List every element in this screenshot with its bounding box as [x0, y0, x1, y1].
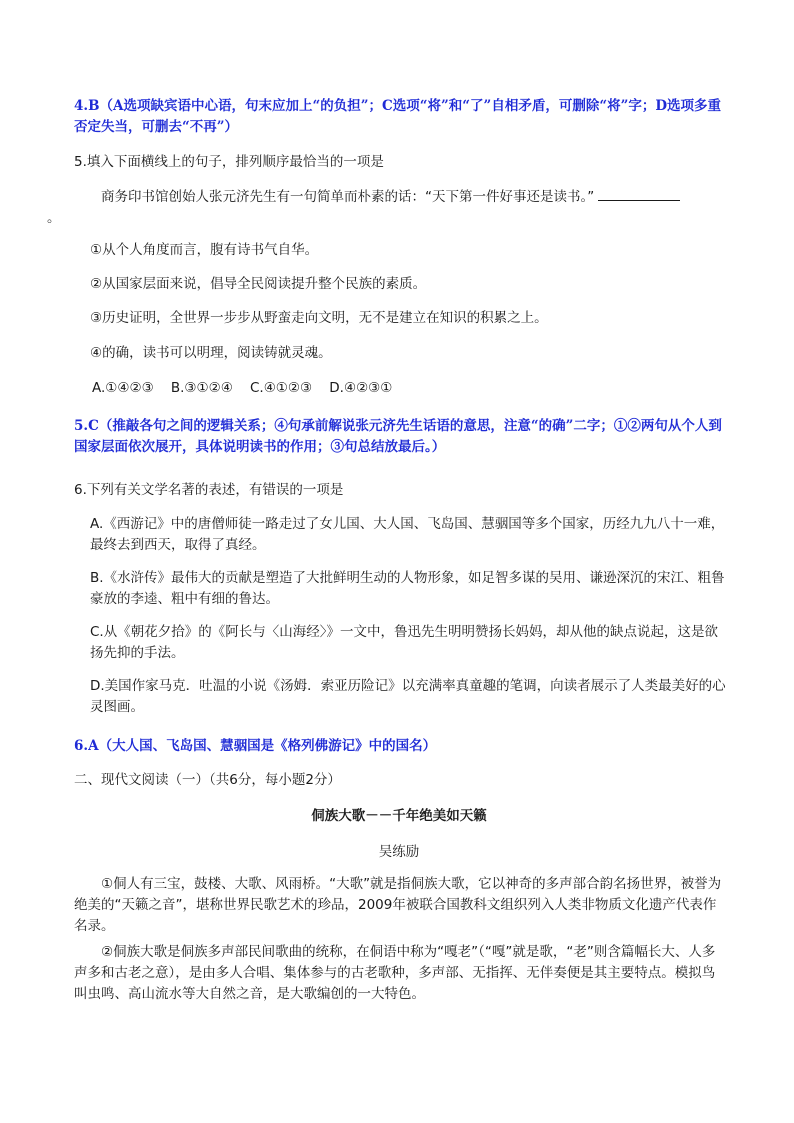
article-paragraph-2: ②侗族大歌是侗族多声部民间歌曲的统称，在侗语中称为“嘎老”（“嘎”就是歌，“老”则含篇幅长大、人多声多和古老之意），是由多人合唱、集体参与的古老歌种，多声部、无指挥、无伴奏便是其主要特点。模拟鸟叫虫鸣、高山流水等大自然之音，是大歌编创的一大特色。: [74, 944, 716, 1002]
question-6-option-c: C.从《朝花夕拾》的《阿长与〈山海经〉》一文中，鲁迅先生明明赞扬长妈妈，却从他的缺点说起，这是欲扬先抑的手法。: [90, 624, 718, 661]
question-5-stem: 5.填入下面横线上的句子，排列顺序最恰当的一项是: [74, 154, 384, 170]
question-6-option-a: A.《西游记》中的唐僧师徒一路走过了女儿国、大人国、飞岛国、慧骃国等多个国家，历经九九八十一难，最终去到西天，取得了真经。: [90, 516, 725, 553]
answer-6: 6.A（大人国、飞岛国、慧骃国是《格列佛游记》中的国名）: [74, 738, 437, 754]
question-5-sentence-3: ③历史证明，全世界一步步从野蛮走向文明，无不是建立在知识的积累之上。: [90, 310, 548, 326]
fill-in-blank: [598, 186, 680, 201]
section-2-heading: 二、现代文阅读（一）（共6分，每小题2分）: [74, 772, 341, 788]
question-6-option-d: D.美国作家马克．吐温的小说《汤姆．索亚历险记》以充满率真童趣的笔调，向读者展示了人类最美好的心灵图画。: [90, 678, 726, 715]
question-5-sentence-4: ④的确，读书可以明理，阅读铸就灵魂。: [90, 345, 332, 361]
article-author: 吴练励: [378, 844, 420, 860]
answer-5: 5.C（推敲各句之间的逻辑关系；④句承前解说张元济先生话语的意思，注意“的确”二字；①②两句从个人到国家层面依次展开，具体说明读书的作用；③句总结放最后。）: [74, 418, 722, 455]
question-5-choices: A.①④②③ B.③①②④ C.④①②③ D.④②③①: [92, 380, 393, 396]
article-title: 侗族大歌－－千年绝美如天籁: [311, 808, 487, 824]
article-paragraph-1: ①侗人有三宝，鼓楼、大歌、风雨桥。“大歌”就是指侗族大歌，它以神奇的多声部合韵名扬世界，被誉为绝美的“天籁之音”，堪称世界民歌艺术的珍品，2009年被联合国教科文组织列入人类非物质文化遗产代表作名录。: [74, 876, 722, 934]
question-5-passage-text: 商务印书馆创始人张元济先生有一句简单而朴素的话：“天下第一件好事还是读书。”: [101, 189, 595, 205]
question-5-sentence-2: ②从国家层面来说，倡导全民阅读提升整个民族的素质。: [90, 276, 427, 292]
answer-4: 4.B（A选项缺宾语中心语，句末应加上“的负担”；C选项“将”和“了”自相矛盾，可删除“将”字；D选项多重否定失当，可删去“不再”）: [74, 98, 722, 135]
question-6-option-b: B.《水浒传》最伟大的贡献是塑造了大批鲜明生动的人物形象，如足智多谋的吴用、谦逊深沉的宋江、粗鲁豪放的李逵、粗中有细的鲁达。: [90, 570, 725, 607]
question-5-passage: [47, 186, 724, 229]
question-5-end-mark: 。: [47, 210, 61, 226]
question-5-sentence-1: ①从个人角度而言，腹有诗书气自华。: [90, 242, 319, 258]
question-6-stem: 6.下列有关文学名著的表述，有错误的一项是: [74, 482, 344, 498]
